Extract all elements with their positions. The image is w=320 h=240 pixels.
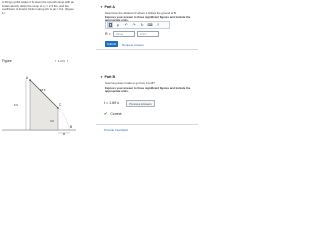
label-c: C [59, 103, 62, 107]
keyboard-button[interactable] [147, 22, 153, 28]
collapse-triangle-icon: ▼ [100, 5, 103, 9]
point-a-dot [29, 79, 31, 81]
prev-figure-icon[interactable]: ‹ [54, 58, 56, 63]
next-figure-icon[interactable]: › [66, 58, 68, 63]
part-b-instruction: How long does it take to go from A to B? [105, 81, 155, 85]
status-correct [104, 111, 121, 116]
greek-button[interactable] [115, 22, 121, 28]
status-text: Correct [110, 111, 122, 116]
template-box-icon [109, 23, 112, 27]
figure-pager [55, 59, 68, 63]
part-a-subinstruction: Express your answer to three significant figures and include the [105, 15, 191, 19]
value-field[interactable]: Value [113, 31, 135, 37]
figure-bar [0, 58, 70, 63]
submit-button[interactable]: Submit [106, 42, 117, 46]
mu-icon: μ [117, 23, 119, 27]
undo-icon: ↶ [124, 23, 128, 27]
math-toolbar [105, 21, 170, 29]
label-b: B [70, 125, 73, 129]
figure-diagram [0, 64, 78, 135]
label-ramp-length: 18 ft [40, 88, 46, 92]
part-a-label: Part A [104, 5, 115, 9]
checkmark-icon: ✔ [104, 111, 108, 116]
help-button[interactable] [155, 22, 161, 28]
part-a-header[interactable] [100, 5, 115, 9]
variable-label: R = [105, 32, 111, 36]
templates-button[interactable] [107, 22, 113, 28]
keyboard-icon: ⌨ [147, 23, 153, 27]
part-b-header[interactable] [100, 75, 115, 79]
label-r: R [63, 132, 66, 135]
label-height-a: 6 ft [14, 103, 18, 107]
part-b-subinstruction: Express your answer to three significant figures and include the appropriate units. [105, 86, 191, 94]
pager-text: 1 of 1 [57, 58, 65, 63]
question-icon: ? [157, 23, 159, 27]
request-answer-link[interactable]: Request Answer [122, 42, 144, 47]
answer-input-row [105, 31, 159, 37]
figure-label: Figure [2, 58, 12, 63]
label-a: A [26, 76, 29, 80]
previous-answers-button[interactable]: Previous Answers [126, 100, 155, 107]
part-b-answer: t = 1.69 s [104, 101, 119, 105]
part-a-instruction: Determine the distance R where it strikes the ground at B. [105, 11, 177, 15]
collapse-triangle-icon: ▼ [100, 75, 103, 79]
problem-statement: A 49 kg cyclist slides 3 fs down the smooth ramp with an initial velocity down the ramp of v₀ = 2.3 ft/s, and the coefficient of kinetic friction along AC is μk = 0.2. (Figure 1) [2, 0, 75, 15]
reset-button[interactable] [139, 22, 145, 28]
undo-button[interactable] [123, 22, 129, 28]
label-height-b: 4 ft [50, 119, 54, 123]
reset-icon: ↻ [140, 23, 144, 27]
part-b-label: Part B [104, 75, 116, 79]
provide-feedback-link[interactable]: Provide Feedback [104, 128, 129, 132]
redo-button[interactable] [131, 22, 137, 28]
units-field[interactable]: Units [137, 31, 159, 37]
redo-icon: ↷ [132, 23, 136, 27]
trajectory [58, 108, 73, 130]
